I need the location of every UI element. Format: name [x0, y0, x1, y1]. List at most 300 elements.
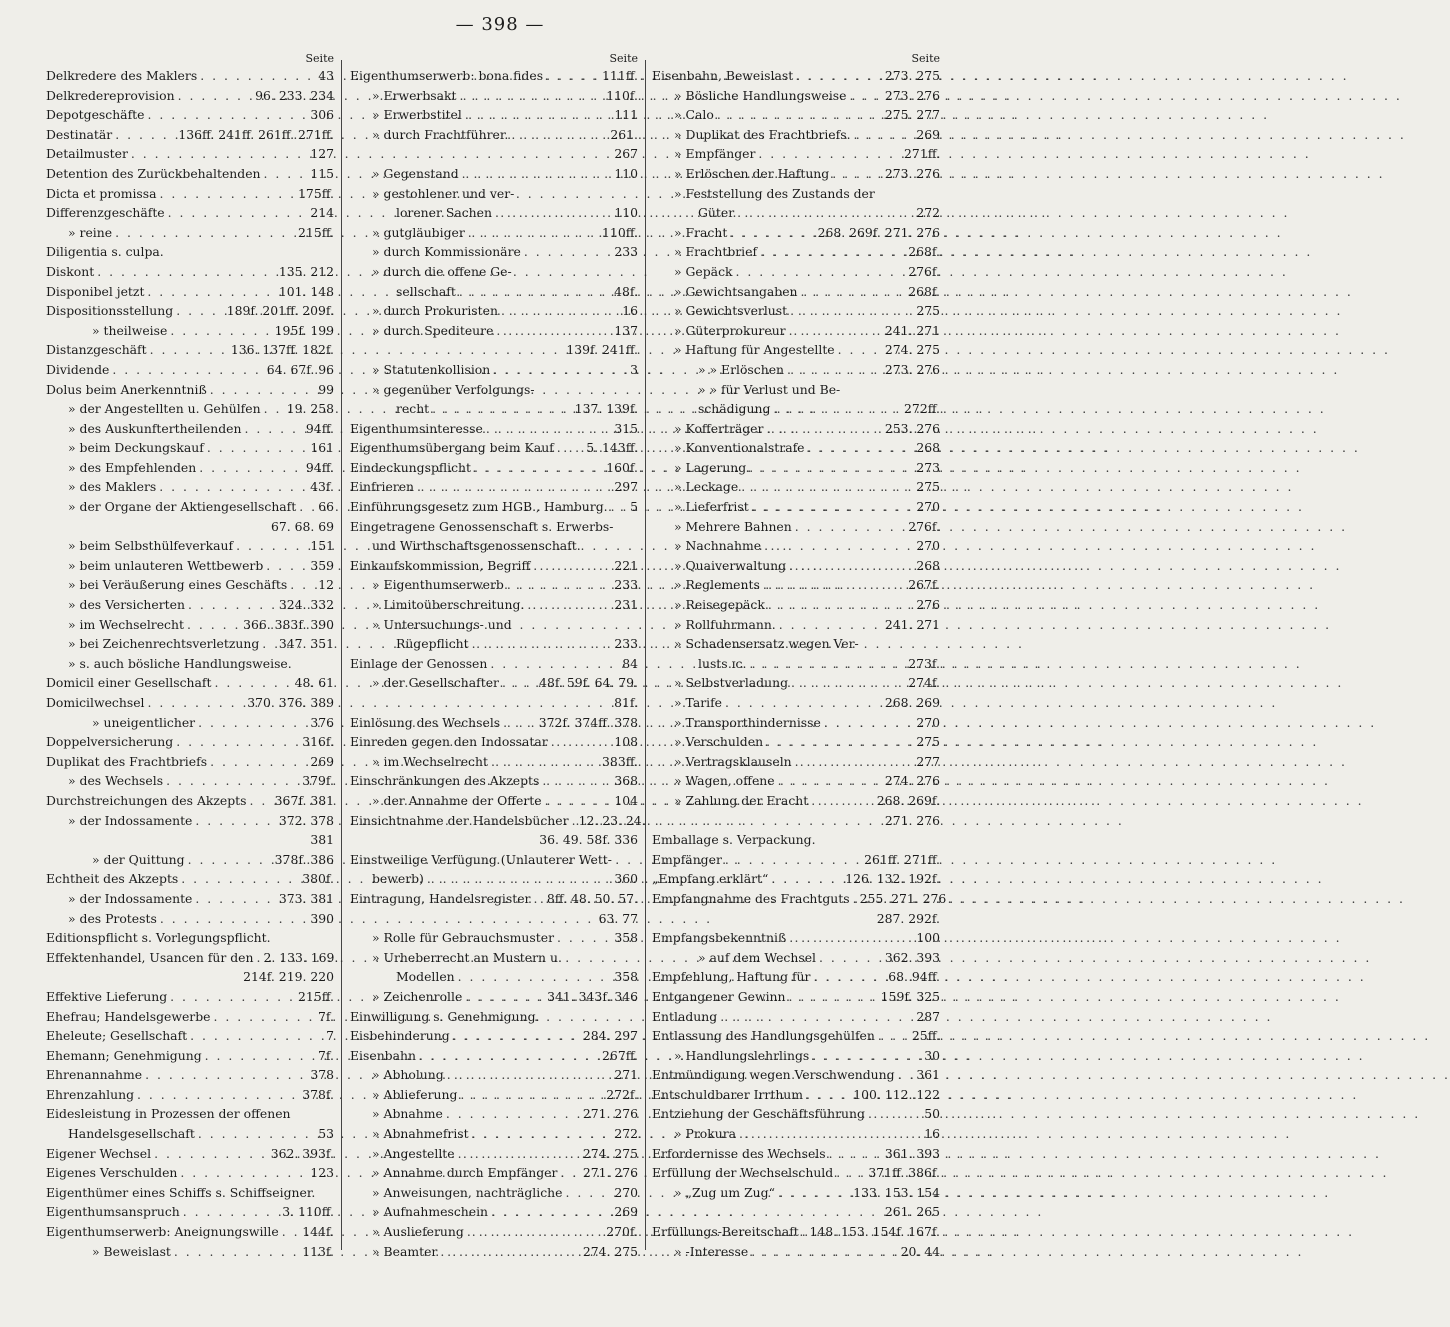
- index-entry: [350, 105, 638, 125]
- index-entry: [46, 713, 334, 733]
- dot-leader: [491, 752, 599, 772]
- entry-term: Ehemann; Genehmigung: [46, 1047, 202, 1063]
- entry-term: » des Auskunftertheilenden: [68, 420, 242, 436]
- entry-term: Dividende: [46, 361, 110, 377]
- entry-term: » gestohlener und ver-: [372, 185, 515, 201]
- entry-term: » s. auch bösliche Handlungsweise.: [68, 655, 292, 671]
- dot-leader: [795, 517, 906, 537]
- entry-pages: 271. 276: [582, 1165, 638, 1181]
- entry-term: Detailmuster: [46, 146, 128, 162]
- dot-leader: [446, 1104, 580, 1124]
- seite-header: Seite: [305, 52, 334, 65]
- index-entry: [46, 909, 334, 929]
- entry-pages: 378f. 386: [274, 851, 334, 867]
- entry-term: » Nachnahme: [674, 538, 762, 554]
- entry-pages: 272: [916, 205, 940, 221]
- entry-term: » Limitoüberschreitung.: [372, 597, 525, 613]
- dot-leader: [808, 438, 914, 458]
- dot-leader: [472, 1124, 612, 1144]
- entry-term: Einreden gegen den Indossatar: [350, 734, 548, 750]
- dot-leader: [760, 242, 905, 262]
- entry-term: » Eigenthumserwerb: [372, 577, 504, 593]
- dot-leader: [819, 948, 882, 968]
- index-entry: [652, 282, 940, 302]
- entry-term: » der Organe der Aktiengesellschaft: [68, 499, 297, 515]
- entry-term: Doppelversicherung: [46, 734, 174, 750]
- entry-term: Eigenthümer eines Schiffs s. Schiffseigner.: [46, 1184, 316, 1200]
- dot-leader: [256, 948, 260, 968]
- index-entry: [46, 144, 334, 164]
- index-entry: [350, 477, 638, 497]
- dot-leader: [832, 164, 882, 184]
- entry-pages: 372f. 374ff. 378: [538, 714, 638, 730]
- index-entry: [350, 1104, 638, 1124]
- dot-leader: [467, 1222, 603, 1242]
- index-entry: [652, 752, 940, 772]
- entry-pages: 100. 112. 122: [853, 1086, 940, 1102]
- index-entry: [46, 497, 334, 517]
- entry-term: Domicil einer Gesellschaft: [46, 675, 212, 691]
- dot-leader: [853, 889, 857, 909]
- entry-pages: 221: [614, 557, 638, 573]
- entry-pages: 275: [916, 734, 940, 750]
- index-entry: [652, 105, 940, 125]
- entry-pages: 233: [614, 244, 638, 260]
- entry-pages: 241. 271: [884, 322, 940, 338]
- entry-term: Einschränkungen des Akzepts: [350, 773, 540, 789]
- dot-leader: [145, 1065, 307, 1085]
- entry-term: » Rollfuhrmann.: [674, 616, 776, 632]
- entry-term: lusts ɪc.: [698, 655, 747, 671]
- index-entry: [350, 634, 638, 654]
- dot-leader: [187, 615, 240, 635]
- entry-pages: 381: [310, 832, 334, 848]
- entry-term: bewerb): [372, 871, 424, 887]
- entry-term: Eisenbahn, Beweislast: [652, 68, 794, 83]
- entry-pages: 359: [310, 557, 334, 573]
- index-entry: [46, 928, 334, 948]
- entry-pages: 270: [916, 538, 940, 554]
- entry-pages: 315: [614, 420, 638, 436]
- entry-pages: 270: [614, 1184, 638, 1200]
- entry-term: » Erwerbstitel: [372, 107, 462, 123]
- index-entry: [652, 184, 940, 204]
- index-entry: [350, 673, 638, 693]
- dot-leader: [460, 86, 604, 106]
- entry-pages: 161: [310, 440, 334, 456]
- entry-pages: 175ff.: [298, 185, 334, 201]
- dot-leader: [170, 987, 295, 1007]
- index-entry: [350, 282, 638, 302]
- index-entry: [46, 419, 334, 439]
- entry-term: » durch Prokuristen: [372, 303, 498, 319]
- entry-pages: 268f.: [908, 244, 940, 260]
- index-entry: [46, 1163, 334, 1183]
- index-entry: [46, 340, 334, 360]
- index-entry: [350, 1046, 638, 1066]
- index-entry: [652, 615, 940, 635]
- entry-pages: 12. 23. 24.: [578, 812, 646, 828]
- dot-leader: [789, 556, 913, 576]
- entry-pages: 370. 376. 389: [247, 695, 334, 710]
- dot-leader: [768, 595, 913, 615]
- entry-term: Entmündigung wegen Verschwendung: [652, 1067, 895, 1083]
- entry-term: » Erwerbsakt: [372, 87, 457, 103]
- entry-pages: 241. 271: [884, 616, 940, 632]
- entry-term: » Beamter: [372, 1243, 438, 1259]
- entry-pages: 368: [614, 773, 638, 789]
- entry-pages: 275: [916, 303, 940, 319]
- dot-leader: [611, 497, 628, 517]
- entry-pages: 12: [318, 577, 334, 593]
- entry-term: Güter: [698, 205, 735, 221]
- entry-term: » Leckage: [674, 479, 739, 495]
- index-entry: [652, 987, 940, 1007]
- index-entry: [46, 693, 334, 713]
- entry-pages: 94ff.: [305, 420, 334, 436]
- dot-leader: [796, 66, 882, 86]
- entry-pages: 347. 351: [278, 636, 334, 652]
- index-entry: [350, 458, 638, 478]
- index-entry: [350, 360, 638, 380]
- index-entry: [652, 321, 940, 341]
- dot-leader: [545, 791, 612, 811]
- index-entry: [652, 771, 940, 791]
- dot-leader: [458, 967, 612, 987]
- entry-pages: 214f. 219. 220: [243, 969, 334, 985]
- entry-term: Eisenbahn: [350, 1047, 416, 1063]
- index-entry: [46, 105, 334, 125]
- entry-pages: 261.: [610, 126, 638, 142]
- entry-term: » Angestellte: [372, 1145, 455, 1161]
- index-entry: [652, 1026, 940, 1046]
- dot-leader: [813, 967, 885, 987]
- index-entry: [652, 399, 940, 419]
- entry-term: Empfänger: [652, 851, 722, 867]
- dot-leader: [190, 1026, 323, 1046]
- entry-pages: 272f.: [606, 1086, 638, 1102]
- entry-pages: 276f.: [908, 518, 940, 534]
- entry-pages: 362. 393: [884, 949, 940, 965]
- entry-term: » Gegenstand: [372, 165, 459, 181]
- entry-pages: 390: [310, 910, 334, 926]
- entry-term: Empfangnahme des Frachtguts: [652, 890, 850, 906]
- entry-pages: 84: [622, 655, 638, 671]
- entry-pages: 376: [310, 714, 334, 730]
- entry-term: » Mehrere Bahnen: [674, 518, 792, 534]
- dot-leader: [778, 771, 882, 791]
- entry-term: » Wagen, offene: [674, 773, 775, 789]
- index-entry: [350, 86, 638, 106]
- index-entry: [46, 811, 334, 831]
- entry-term: Einführungsgesetz zum HGB., Hamburg.: [350, 499, 608, 515]
- index-entry: [46, 242, 334, 262]
- entry-pages: 273. 276: [884, 87, 940, 103]
- dot-leader: [766, 732, 913, 752]
- entry-pages: 267: [614, 146, 638, 162]
- entry-term: und Wirthschaftsgenossenschaft.: [372, 538, 581, 554]
- index-entry: [46, 948, 339, 968]
- entry-pages: 255. 271. 276: [859, 890, 947, 906]
- entry-term: » Fracht: [674, 224, 728, 240]
- entry-pages: 268: [916, 557, 940, 573]
- index-entry: [652, 144, 940, 164]
- dot-leader: [546, 66, 599, 86]
- index-entry: [46, 301, 334, 321]
- entry-term: » durch Frachtführer.: [372, 126, 509, 142]
- entry-pages: 160f.: [606, 459, 638, 475]
- dot-leader: [264, 164, 308, 184]
- dot-leader: [496, 321, 611, 341]
- index-entry: [46, 889, 334, 909]
- entry-term: » des Protests: [68, 910, 157, 926]
- dot-leader: [758, 144, 901, 164]
- entry-term: Dolus beim Anerkenntniß: [46, 381, 207, 397]
- index-entry-continuation: [350, 144, 638, 164]
- entry-term: Echtheit des Akzepts: [46, 871, 179, 887]
- index-entry: [350, 1163, 638, 1183]
- entry-pages: 253. 276: [884, 420, 940, 436]
- entry-pages: 371ff. 386f.: [868, 1165, 940, 1181]
- entry-term: Eigenes Verschulden: [46, 1165, 178, 1181]
- entry-term: Erfüllung der Wechselschuld: [652, 1165, 834, 1181]
- dot-leader: [195, 889, 275, 909]
- entry-pages: 123: [310, 1165, 334, 1181]
- entry-term: Domicilwechsel: [46, 695, 145, 710]
- index-entry: [350, 203, 638, 223]
- index-entry: [350, 1242, 638, 1262]
- entry-term: Einlage der Genossen: [350, 655, 488, 671]
- entry-pages: 268. 269: [884, 695, 940, 710]
- entry-term: » durch die offene Ge-: [372, 263, 512, 279]
- dot-leader: [460, 1085, 603, 1105]
- dot-leader: [214, 673, 291, 693]
- index-entry: [350, 869, 638, 889]
- index-entry: [652, 86, 940, 106]
- dot-leader: [199, 458, 303, 478]
- dot-leader: [507, 575, 611, 595]
- dot-leader: [176, 301, 224, 321]
- entry-term: » Haftung für Angestellte: [674, 342, 835, 358]
- index-entry: [652, 1085, 940, 1105]
- entry-pages: 274f.: [908, 675, 940, 691]
- entry-term: Eigenthumsinteresse: [350, 420, 483, 436]
- dot-leader: [159, 477, 307, 497]
- dot-leader: [453, 1026, 580, 1046]
- dot-leader: [501, 301, 619, 321]
- entry-pages: 268f.: [908, 283, 940, 299]
- entry-pages: 113f.: [302, 1243, 334, 1259]
- index-column-2: [350, 52, 646, 1261]
- dot-leader: [560, 1163, 579, 1183]
- index-entry: [652, 1124, 940, 1144]
- index-entry: [46, 86, 334, 106]
- seite-header: Seite: [609, 52, 638, 65]
- entry-pages: 273. 276: [884, 361, 940, 377]
- entry-pages: 273f.: [908, 655, 940, 671]
- index-entry: [46, 360, 334, 380]
- index-entry: [350, 184, 638, 204]
- index-entry: [350, 850, 638, 870]
- entry-term: Effektenhandel, Usancen für den: [46, 949, 254, 965]
- index-entry: [350, 164, 638, 184]
- entry-term: » der Gesellschafter: [372, 675, 499, 691]
- entry-pages: 5. 143ff.: [586, 440, 638, 456]
- index-entry: [652, 125, 940, 145]
- entry-term: » der Quittung: [92, 851, 185, 867]
- index-entry: [46, 987, 334, 1007]
- entry-term: » beim Selbsthülfeverkauf: [68, 538, 234, 554]
- entry-pages: 195f. 199: [274, 322, 334, 338]
- dot-leader: [486, 419, 611, 439]
- entry-term: » Statutenkollision: [372, 361, 491, 377]
- entry-pages: 270: [916, 499, 940, 515]
- dot-leader: [771, 869, 842, 889]
- index-entry: [652, 556, 940, 576]
- dot-leader: [183, 1202, 280, 1222]
- entry-term: » Abnahme: [372, 1106, 443, 1122]
- dot-leader: [210, 380, 315, 400]
- index-entry: [652, 693, 940, 713]
- index-entry: [46, 869, 334, 889]
- entry-term: Erfüllungs-Bereitschaft: [652, 1224, 799, 1240]
- dot-leader: [868, 1104, 921, 1124]
- entry-pages: 366. 383f. 390: [243, 616, 334, 632]
- index-entry-continuation: [350, 830, 638, 850]
- index-entry: [652, 1242, 940, 1262]
- entry-pages: 273. 276: [884, 165, 940, 181]
- index-entry: [652, 242, 940, 262]
- index-entry: [350, 987, 638, 1007]
- dot-leader: [763, 575, 905, 595]
- dot-leader: [244, 419, 302, 439]
- entry-pages: 272ff.: [904, 401, 940, 417]
- dot-leader: [168, 203, 308, 223]
- entry-term: » gutgläubiger: [372, 224, 465, 240]
- index-entry: [46, 1202, 334, 1222]
- entry-pages: 115: [310, 165, 334, 181]
- entry-pages: 144f.: [302, 1224, 334, 1240]
- entry-pages: 66: [318, 499, 334, 515]
- entry-pages: 380f.: [302, 871, 334, 887]
- entry-pages: 275. 277: [884, 107, 940, 123]
- entry-pages: 268. 269f. 271. 276: [817, 224, 940, 240]
- entry-term: » bei Zeichenrechtsverletzung: [68, 636, 260, 652]
- entry-term: » Ablieferung: [372, 1086, 458, 1102]
- entry-pages: 133. 153. 154: [853, 1184, 940, 1200]
- entry-pages: 269: [310, 753, 334, 769]
- dot-leader: [527, 595, 611, 615]
- index-entry: [350, 301, 638, 321]
- entry-pages: 111: [614, 107, 638, 123]
- entry-pages: 3: [630, 361, 638, 377]
- dot-leader: [802, 1222, 807, 1242]
- entry-term: » Lagerung: [674, 459, 747, 475]
- index-entry: [46, 771, 334, 791]
- dot-leader: [720, 1007, 913, 1027]
- dot-leader: [432, 399, 572, 419]
- entry-pages: 108: [614, 734, 638, 750]
- entry-pages: 68. 94ff.: [888, 969, 940, 985]
- entry-pages: 360: [614, 871, 638, 887]
- index-entry: [46, 223, 334, 243]
- index-entry: [46, 1144, 334, 1164]
- dot-leader: [766, 419, 881, 439]
- index-entry: [652, 1104, 940, 1124]
- dot-leader: [147, 693, 244, 713]
- dot-leader: [458, 1144, 580, 1164]
- dot-leader: [878, 1026, 909, 1046]
- dot-leader: [188, 850, 272, 870]
- dot-leader: [160, 909, 308, 929]
- entry-term: Einkaufskommission, Begriff: [350, 557, 531, 573]
- entry-pages: 8ff. 48. 50. 57.: [546, 890, 638, 906]
- entry-term: » Feststellung des Zustands der: [674, 185, 875, 201]
- entry-pages: 275: [916, 479, 940, 495]
- entry-term: Dicta et promissa: [46, 185, 157, 201]
- index-entry: [350, 595, 638, 615]
- index-entry: [652, 1007, 940, 1027]
- index-entry: [46, 438, 334, 458]
- index-entry: [652, 889, 947, 909]
- index-entry: [46, 1046, 334, 1066]
- dot-leader: [717, 105, 882, 125]
- entry-pages: 379f.: [302, 773, 334, 789]
- index-entry-continuation: [350, 693, 638, 713]
- dot-leader: [490, 654, 619, 674]
- index-entry: [46, 380, 334, 400]
- entry-pages: 96. 233. 234: [255, 87, 334, 103]
- entry-pages: 271: [614, 1067, 638, 1083]
- dot-leader: [282, 1222, 300, 1242]
- entry-term: » Konventionalstrafe: [674, 440, 805, 456]
- index-entry: [652, 830, 940, 850]
- dot-leader: [474, 458, 603, 478]
- entry-term: Depotgeschäfte: [46, 107, 145, 123]
- index-entry: [350, 1222, 638, 1242]
- entry-pages: 270: [916, 714, 940, 730]
- entry-pages: 367f. 381: [274, 792, 334, 808]
- entry-term: schädigung: [698, 401, 771, 417]
- dot-leader: [838, 340, 882, 360]
- index-entry: [652, 301, 940, 321]
- entry-term: „Empfang erklärt“: [652, 871, 769, 887]
- dot-leader: [160, 184, 296, 204]
- entry-term: Durchstreichungen des Akzepts: [46, 792, 247, 808]
- entry-term: » Gewichtsangaben: [674, 283, 798, 299]
- index-entry: [46, 321, 334, 341]
- dot-leader: [725, 850, 861, 870]
- index-entry: [46, 654, 334, 674]
- entry-pages: 110: [614, 205, 638, 221]
- entry-pages: 135. 212: [278, 263, 334, 279]
- entry-term: Eigenthumsanspruch: [46, 1204, 180, 1220]
- dot-leader: [195, 811, 275, 831]
- entry-pages: 159f. 325: [880, 988, 940, 1004]
- entry-pages: 101. 148: [278, 283, 334, 299]
- index-entry: [350, 948, 638, 968]
- dot-leader: [154, 1144, 268, 1164]
- entry-pages: 358: [614, 930, 638, 946]
- entry-term: » beim Deckungskauf: [68, 440, 204, 456]
- entry-pages: 189f. 201ff. 209f.: [226, 303, 334, 319]
- entry-pages: 100: [916, 930, 940, 946]
- entry-pages: 136. 137ff. 182f.: [230, 342, 334, 358]
- index-entry: [652, 732, 940, 752]
- entry-pages: 99: [318, 381, 334, 397]
- dot-leader: [533, 889, 543, 909]
- index-entry: [46, 262, 334, 282]
